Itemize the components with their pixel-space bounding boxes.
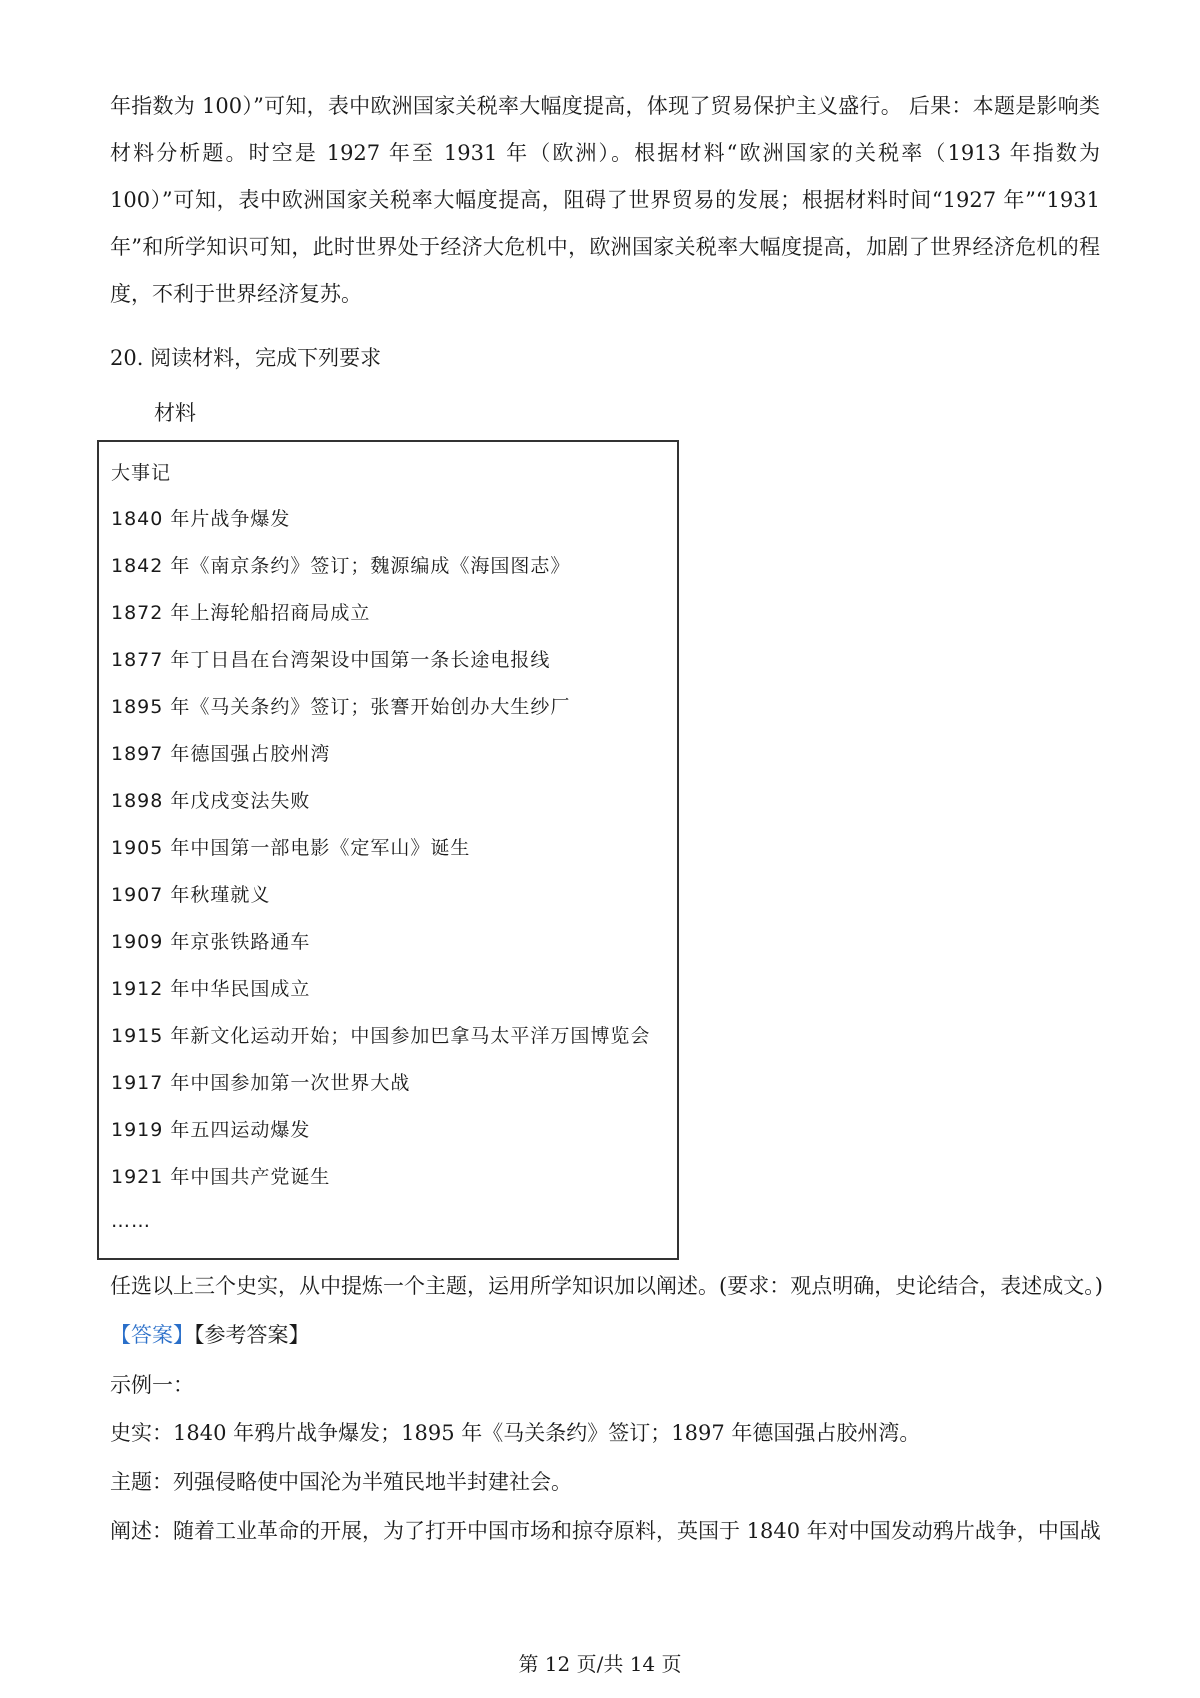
reference-answer-tag: 【参考答案】 (194, 1323, 310, 1347)
box-heading: 大事记 (111, 462, 172, 484)
event-item: 1919 年五四运动爆发 (111, 1119, 311, 1141)
event-item: 1877 年丁日昌在台湾架设中国第一条长途电报线 (111, 649, 551, 671)
event-item: 1915 年新文化运动开始；中国参加巴拿马太平洋万国博览会 (111, 1025, 651, 1047)
event-item: 1921 年中国共产党诞生 (111, 1166, 331, 1188)
answer-tag: 【答案】 (110, 1323, 194, 1347)
event-item: 1898 年戊戌变法失败 (111, 790, 311, 812)
material-box (97, 440, 679, 1260)
event-item: 1912 年中华民国成立 (111, 978, 311, 1000)
event-item: 1897 年德国强占胶州湾 (111, 743, 331, 765)
example-theme: 主题：列强侵略使中国沦为半殖民地半封建社会。 (110, 1470, 572, 1494)
event-item: 1905 年中国第一部电影《定军山》诞生 (111, 837, 471, 859)
question-title: 20. 阅读材料，完成下列要求 (110, 346, 382, 370)
answer-header (110, 1320, 310, 1350)
box-ellipsis: …… (111, 1210, 151, 1232)
example-facts: 史实：1840 年鸦片战争爆发；1895 年《马关条约》签订；1897 年德国强占胶州湾。 (110, 1421, 921, 1445)
event-item: 1842 年《南京条约》签订；魏源编成《海国图志》 (111, 555, 571, 577)
event-item: 1907 年秋瑾就义 (111, 884, 271, 906)
example-description: 阐述：随着工业革命的开展，为了打开中国市场和掠夺原料，英国于 1840 年对中国发动鸦片战争，中国战 (110, 1519, 1101, 1543)
intro-paragraph: 年指数为 100）”可知，表中欧洲国家关税率大幅度提高，体现了贸易保护主义盛行。 后果：本题是影响类材料分析题。时空是 1927 年至 1931 年（欧洲）。根据材料“欧洲国家的关税率（1913 年指数为 100）”可知，表中欧洲国家关税率大幅度提高，阻碍了世界贸易的发展；根据材料时间“1927 年”“1931 年”和所学知识可知，此时世界处于经济大危机中，欧洲国家关税率大幅度提高，加剧了世界经济危机的程度，不利于世界经济复苏。 (110, 94, 1100, 306)
event-item: 1909 年京张铁路通车 (111, 931, 311, 953)
task-instruction: 任选以上三个史实，从中提炼一个主题，运用所学知识加以阐述。(要求：观点明确，史论结合，表述成文。) (110, 1274, 1103, 1298)
page-footer: 第 12 页/共 14 页 (518, 1652, 682, 1676)
event-item: 1895 年《马关条约》签订；张謇开始创办大生纱厂 (111, 696, 571, 718)
event-item: 1840 年片战争爆发 (111, 508, 291, 530)
example-heading: 示例一： (110, 1373, 194, 1397)
material-label: 材料 (154, 401, 196, 425)
event-item: 1872 年上海轮船招商局成立 (111, 602, 371, 624)
event-item: 1917 年中国参加第一次世界大战 (111, 1072, 411, 1094)
